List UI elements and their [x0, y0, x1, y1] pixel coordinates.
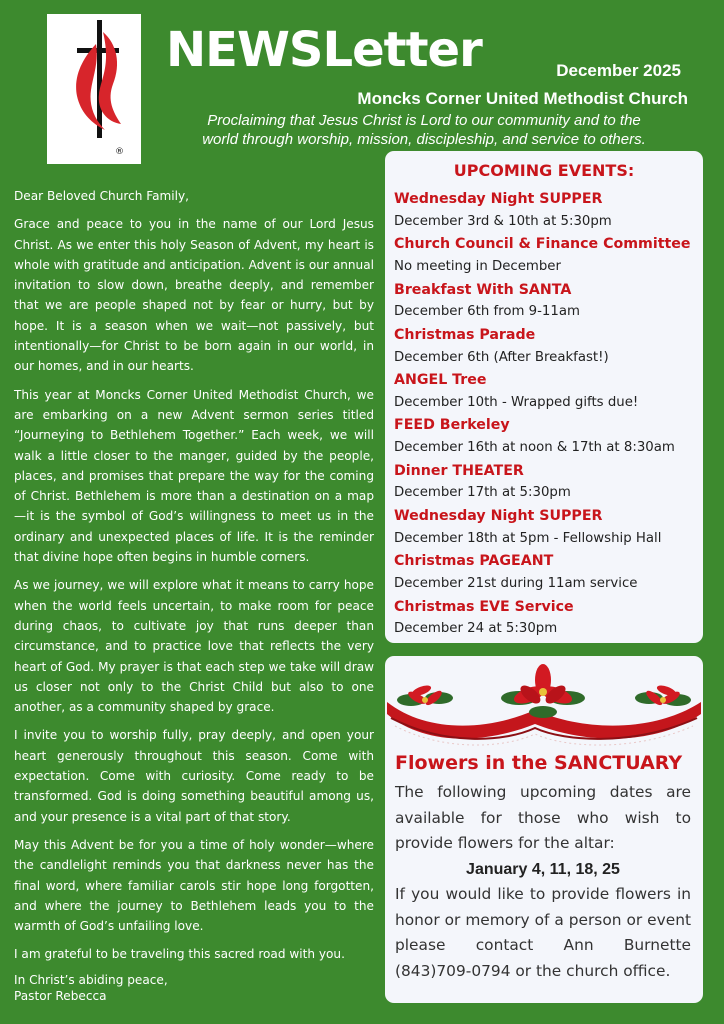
letter-paragraph: As we journey, we will explore what it means to carry hope when the world feels uncertain, to make room for peace during chaos, to cultivate joy that runs deeper than circumstance, and to practice love that reflects the very heart of God. My prayer is that each step we take will draw us closer not only to the Christ Child but also to one another, as a community shaped by grace. — [14, 578, 374, 715]
event-item — [394, 324, 694, 369]
event-date: December 24 at 5:30pm — [394, 621, 558, 637]
church-logo — [47, 14, 141, 164]
events-title: UPCOMING EVENTS: — [453, 161, 635, 180]
letter-closing: I am grateful to be traveling this sacred road with you. — [14, 947, 345, 962]
letter-signature: Pastor Rebecca — [14, 988, 107, 1003]
event-name: Christmas EVE Service — [394, 598, 574, 615]
event-item — [394, 279, 694, 324]
letter-greeting: Dear Beloved Church Family, — [14, 189, 189, 203]
event-date: December 3rd & 10th at 5:30pm — [394, 213, 612, 229]
event-name: Church Council & Finance Committee — [394, 236, 691, 253]
registered-mark: ® — [115, 147, 124, 157]
event-name: Dinner THEATER — [394, 462, 524, 479]
event-item — [394, 596, 694, 641]
event-date: December 17th at 5:30pm — [394, 485, 571, 501]
flowers-title: Flowers in the SANCTUARY — [395, 752, 683, 774]
letter-paragraph: I invite you to worship fully, pray deeply, and open your heart generously throughout this season. Come with expectation. Come with curiosity. Come ready to be transformed. God is doing something beautiful among us, and your presence is a vital part of that story. — [14, 728, 374, 824]
letter-signoff: In Christ’s abiding peace, — [14, 972, 168, 987]
event-item — [394, 369, 694, 414]
flowers-dates: January 4, 11, 18, 25 — [466, 860, 620, 878]
event-date: December 21st during 11am service — [394, 576, 638, 592]
event-date: December 16th at noon & 17th at 8:30am — [394, 440, 675, 456]
event-name: Wednesday Night SUPPER — [394, 191, 603, 207]
letter-paragraph: This year at Moncks Corner United Methodist Church, we are embarking on a new Advent sermon series titled “Journeying to Bethlehem Together.” Each week, we will walk a little closer to the manger, guided by the people, places, and promises that prepare the way for the coming of Christ. Bethlehem is more than a destination on a map—it is the symbol of God’s willingness to meet us in the ordinary and unexpected places of life. It is the reminder that divine hope often begins in humble corners. — [14, 387, 374, 565]
event-name: ANGEL Tree — [394, 372, 487, 389]
event-name: FEED Berkeley — [394, 417, 510, 434]
mission-statement — [180, 111, 668, 149]
event-name: Wednesday Night SUPPER — [394, 508, 603, 525]
event-date: December 6th from 9-11am — [394, 304, 580, 320]
letter-paragraph: May this Advent be for you a time of holy wonder—where the candlelight reminds you that darkness never has the final word, where familiar carols stir hope long forgotten, and where the journey to Bethlehem leads you to the warmth of God’s unfailing love. — [14, 837, 374, 934]
flowers-contact: If you would like to provide flowers in honor or memory of a person or event please contact Ann Burnette (843)709-0794 or the church office. — [395, 885, 691, 980]
flowers-intro: The following upcoming dates are available for those who wish to provide flowers for the altar: — [395, 783, 691, 852]
event-item — [394, 188, 694, 233]
flowers-body — [395, 780, 691, 984]
event-item — [394, 505, 694, 550]
upcoming-events-panel — [385, 151, 703, 643]
event-item — [394, 460, 694, 505]
flowers-panel — [385, 656, 703, 1003]
event-date: December 18th at 5pm - Fellowship Hall — [394, 530, 662, 546]
event-name: Christmas PAGEANT — [394, 553, 554, 570]
mission-line-2: world through worship, mission, discipleship, and service to others. — [202, 131, 646, 148]
poinsettia-garland-icon — [385, 662, 703, 748]
event-item — [394, 414, 694, 459]
event-date: December 10th - Wrapped gifts due! — [394, 394, 639, 410]
cross-and-flame-icon — [47, 14, 141, 164]
event-name: Breakfast With SANTA — [394, 281, 572, 298]
event-name: Christmas Parade — [394, 326, 536, 343]
newsletter-title: NEWSLetter — [166, 22, 482, 78]
event-date: December 6th (After Breakfast!) — [394, 349, 609, 365]
letter-paragraph: Grace and peace to you in the name of our Lord Jesus Christ. As we enter this holy Season of Advent, my heart is whole with gratitude and anticipation. Advent is our annual invitation to slow down, breathe deeply, and remember that we are people shaped not by fear or hurry, but by hope. It is a season when we wait—not passively, but intentionally—for Christ to be born again in our world, in our homes, and in our hearts. — [14, 217, 374, 374]
mission-line-1: Proclaiming that Jesus Christ is Lord to our community and to the — [207, 112, 641, 129]
issue-date: December 2025 — [556, 61, 681, 80]
pastor-letter — [14, 186, 374, 1005]
event-item — [394, 550, 694, 595]
event-date: No meeting in December — [394, 259, 561, 274]
event-item — [394, 233, 694, 278]
church-name: Moncks Corner United Methodist Church — [357, 89, 688, 108]
